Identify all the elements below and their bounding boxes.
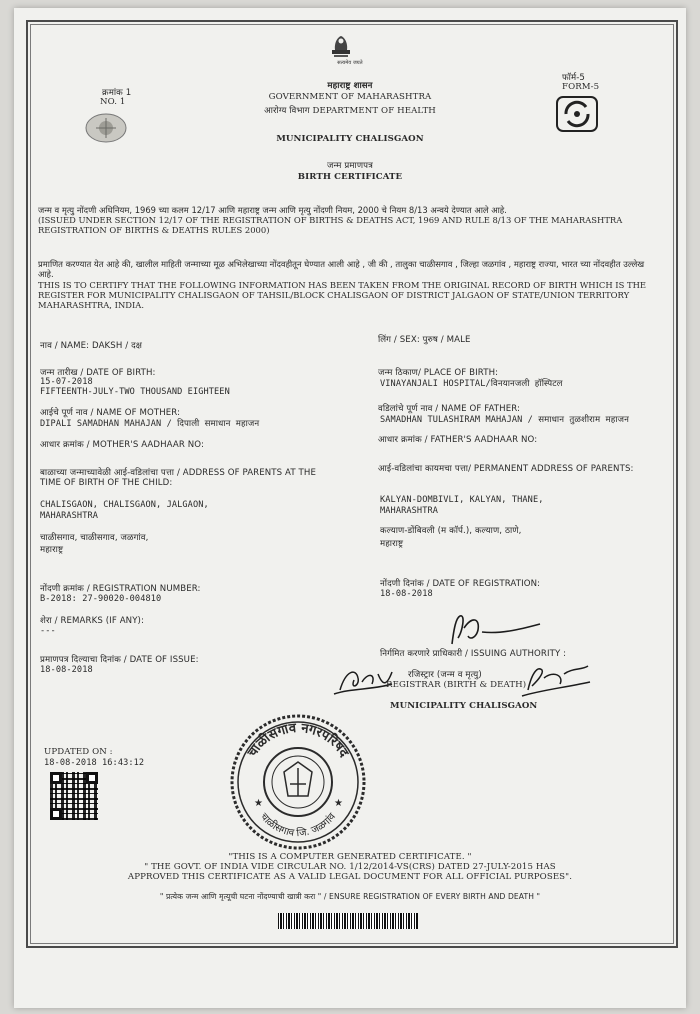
mother-label: आईचे पूर्ण नाव / NAME OF MOTHER: bbox=[40, 408, 181, 418]
dob-label: जन्म तारीख / DATE OF BIRTH: bbox=[40, 368, 156, 378]
department: आरोग्य विभाग DEPARTMENT OF HEALTH bbox=[264, 106, 436, 116]
birth-address-mr-1: चाळीसगाव, चाळीसगाव, जळगांव, bbox=[40, 533, 149, 543]
authority-municipality: MUNICIPALITY CHALISGAON bbox=[390, 701, 538, 711]
remarks-value: --- bbox=[40, 626, 56, 636]
father-label: वडिलांचे पूर्ण नाव / NAME OF FATHER: bbox=[378, 404, 521, 414]
pob-value: VINAYANJALI HOSPITAL/विनयानजली हॉस्पिटल bbox=[380, 379, 563, 389]
circular-note-1: " THE GOVT. OF INDIA VIDE CIRCULAR NO. 1/12/2014-VS(CRS) DATED 27-JULY-2015 HAS bbox=[144, 862, 556, 872]
reg-date-value: 18-08-2018 bbox=[380, 589, 433, 599]
issuing-authority-label: निर्गमित करणारे प्राधिकारी / ISSUING AUTHORITY : bbox=[380, 649, 567, 659]
perm-address-en-1: KALYAN-DOMBIVLI, KALYAN, THANE, bbox=[380, 495, 544, 505]
birth-address-en-1: CHALISGAON, CHALISGAON, JALGAON, bbox=[40, 500, 209, 510]
mother-value: DIPALI SAMADHAN MAHAJAN / दिपाली समाधान महाजन bbox=[40, 419, 260, 429]
ensure-registration: " प्रत्येक जन्म आणि मृत्यूची घटना नोंदण्याची खात्री करा " / ENSURE REGISTRATION OF EVERY BIRTH AND DEATH " bbox=[159, 892, 541, 901]
perm-address-en-2: MAHARASHTRA bbox=[380, 506, 439, 516]
title-mr: जन्म प्रमाणपत्र bbox=[327, 161, 373, 171]
barcode bbox=[278, 913, 418, 929]
signature-officer bbox=[440, 608, 550, 652]
circular-note-2: APPROVED THIS CERTIFICATE AS A VALID LEGAL DOCUMENT FOR ALL OFFICIAL PURPOSES". bbox=[127, 872, 573, 882]
father-value: SAMADHAN TULASHIRAM MAHAJAN / समाधान तुळशीराम महाजन bbox=[380, 415, 629, 425]
updated-label: UPDATED ON : bbox=[44, 747, 113, 757]
reg-number-label: नोंदणी क्रमांक / REGISTRATION NUMBER: bbox=[40, 584, 201, 594]
reg-date-label: नोंदणी दिनांक / DATE OF REGISTRATION: bbox=[380, 579, 541, 589]
issued-under-en: (ISSUED UNDER SECTION 12/17 OF THE REGISTRATION OF BIRTHS & DEATHS ACT, 1969 AND RULE 8/13 OF THE MAHARASHTRA REGISTRATION OF BIRTHS & DEATHS RULES 2000) bbox=[38, 215, 623, 236]
dob-words: FIFTEENTH-JULY-TWO THOUSAND EIGHTEEN bbox=[40, 387, 230, 397]
birth-address-en-2: MAHARASHTRA bbox=[40, 511, 99, 521]
issue-date-label: प्रमाणपत्र दिल्याचा दिनांक / DATE OF ISSUE: bbox=[40, 655, 199, 665]
issued-under-mr: जन्म व मृत्यु नोंदणी अधिनियम, 1969 च्या कलम 12/17 आणि महाराष्ट्र जन्म आणि मृत्यु नोंदणी नियम, 2000 चे नियम 8/13 अन्वये देण्यात आले आहे. bbox=[38, 205, 507, 215]
form-label-mr: फॉर्म-5 bbox=[562, 73, 585, 83]
form-label-en: FORM-5 bbox=[562, 82, 600, 92]
svg-text:★: ★ bbox=[334, 798, 343, 809]
certify-mr: प्रमाणित करण्यात येत आहे की, खालील माहिती जन्माच्या मूळ अभिलेखाच्या नोंदवहीतून घेण्यात आली आहे , जी की , तालुका चाळीसगाव , जिल्हा जळगांव , महाराष्ट्र राज्या, भारत च्या नोंदवहीत उल्लेख आहे. bbox=[38, 259, 645, 280]
perm-address-mr-2: महाराष्ट्र bbox=[380, 539, 404, 549]
birth-address-label: बाळाच्या जन्माच्यावेळी आई-वडिलांचा पत्ता / ADDRESS OF PARENTS AT THE bbox=[40, 468, 316, 478]
perm-address-mr-1: कल्याण-डोंबिवली (म कॉर्प.), कल्याण, ठाणे, bbox=[380, 526, 522, 536]
qr-code bbox=[50, 772, 98, 820]
svg-text:★: ★ bbox=[254, 798, 263, 809]
govt-en: GOVERNMENT OF MAHARASHTRA bbox=[268, 92, 432, 102]
municipality-heading: MUNICIPALITY CHALISGAON bbox=[276, 134, 424, 144]
crs-logo-icon bbox=[556, 96, 598, 132]
birth-address-mr-2: महाराष्ट्र bbox=[40, 545, 64, 555]
govt-mr: महाराष्ट्र शासन bbox=[327, 81, 373, 91]
remarks-label: शेरा / REMARKS (IF ANY): bbox=[40, 616, 144, 626]
municipal-seal bbox=[228, 712, 368, 852]
computer-generated-note: "THIS IS A COMPUTER GENERATED CERTIFICATE. " bbox=[228, 852, 472, 862]
child-sex: लिंग / SEX: पुरुष / MALE bbox=[378, 335, 471, 345]
emblem-caption: सत्यमेव जयते bbox=[337, 60, 363, 66]
registrar-mr: रजिस्ट्रार (जन्म व मृत्यु) bbox=[408, 670, 482, 680]
certify-en: THIS IS TO CERTIFY THAT THE FOLLOWING INFORMATION HAS BEEN TAKEN FROM THE ORIGINAL RECORD OF BIRTH WHICH IS THE REGISTER FOR MUNICIPALITY CHALISGAON OF TAHSIL/BLOCK CHALISGAON OF DISTRICT JALGAON OF STATE/UNION TERRITORY MAHARASHTRA, INDIA. bbox=[38, 280, 647, 311]
child-name: नाव / NAME: DAKSH / दक्ष bbox=[40, 341, 142, 351]
perm-address-label: आई-वडिलांचा कायमचा पत्ता/ PERMANENT ADDRESS OF PARENTS: bbox=[378, 464, 634, 474]
issue-date-value: 18-08-2018 bbox=[40, 665, 93, 675]
seal-bottom-text: चाळीसगाव जि. जळगांव bbox=[257, 811, 339, 840]
birth-address-label-2: TIME OF BIRTH OF THE CHILD: bbox=[40, 478, 173, 488]
mother-aadhaar: आधार क्रमांक / MOTHER'S AADHAAR NO: bbox=[40, 440, 205, 450]
national-emblem-icon bbox=[326, 32, 356, 62]
serial-label-en: NO. 1 bbox=[100, 97, 126, 107]
seal-top-text: चाळीसगाव नगरपरिषद bbox=[244, 720, 352, 761]
reg-number-value: B-2018: 27-90020-004810 bbox=[40, 594, 162, 604]
pob-label: जन्म ठिकाण/ PLACE OF BIRTH: bbox=[378, 368, 499, 378]
serial-label-mr: क्रमांक 1 bbox=[102, 88, 132, 98]
updated-value: 18-08-2018 16:43:12 bbox=[44, 758, 145, 768]
registrar-en: REGISTRAR (BIRTH & DEATH) bbox=[386, 680, 527, 690]
father-aadhaar: आधार क्रमांक / FATHER'S AADHAAR NO: bbox=[378, 435, 538, 445]
dob-value: 15-07-2018 bbox=[40, 377, 93, 387]
page-title: BIRTH CERTIFICATE bbox=[297, 172, 403, 182]
